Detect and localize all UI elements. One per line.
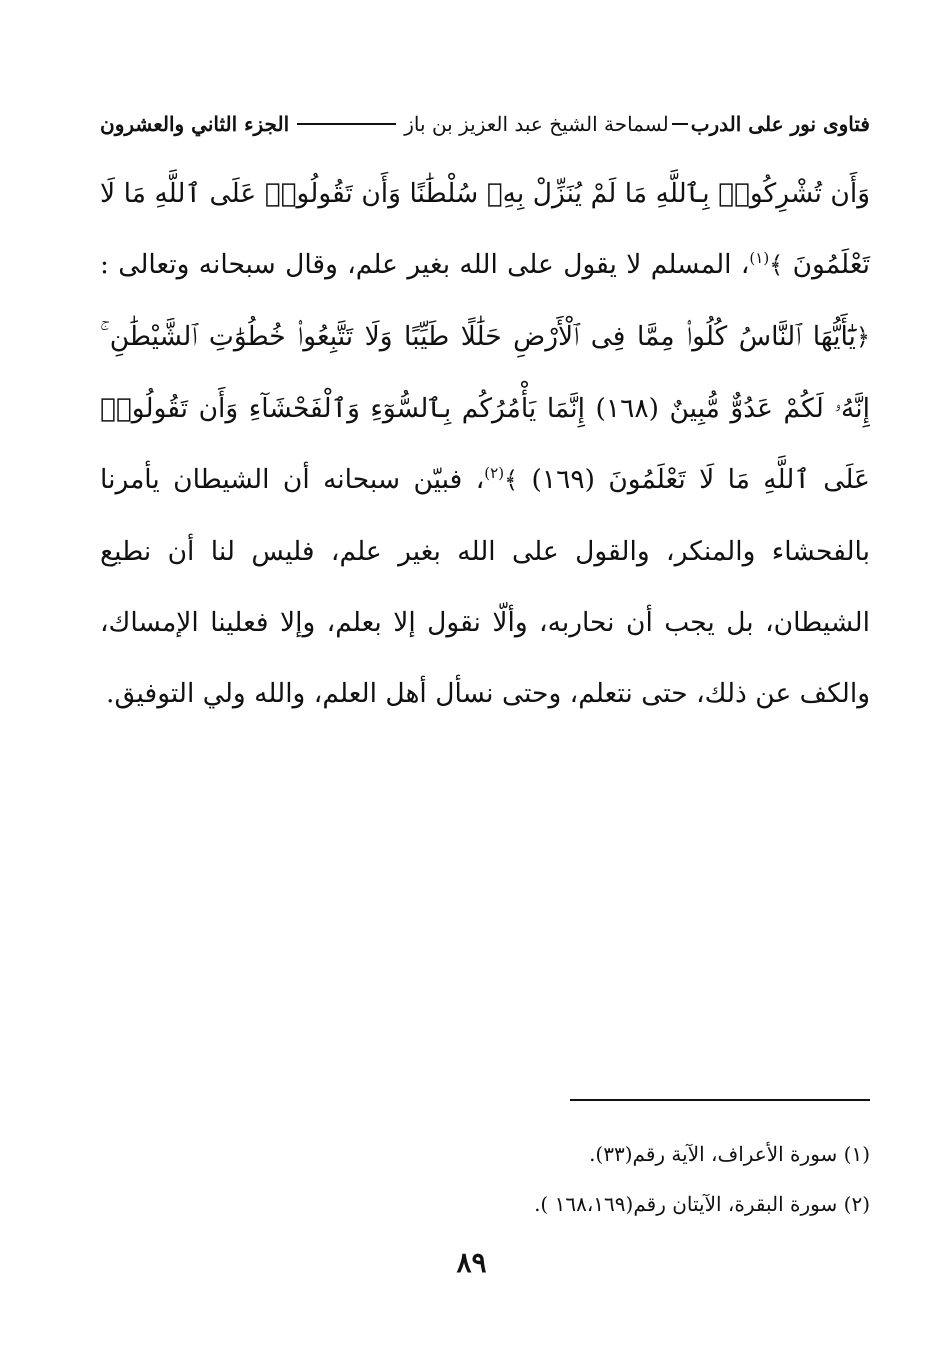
body-text-1: ، المسلم لا يقول على الله بغير علم، وقال سبحانه وتعالى : bbox=[100, 249, 750, 280]
page-number: ٨٩ bbox=[456, 1246, 487, 1279]
author-name: لسماحة الشيخ عبد العزيز بن باز bbox=[404, 112, 669, 136]
ayah-number-168: (١٦٨) bbox=[595, 393, 659, 424]
quran-verse-1: وَأَن تُشْرِكُوا۟ بِٱللَّهِ مَا لَمْ يُنَزِّلْ بِهِۦ سُلْطَٰنًا وَأَن تَقُولُوا۟ عَلَى ٱللَّهِ مَا لَا تَعْلَمُونَ bbox=[100, 178, 870, 280]
quran-verse-3: إِنَّمَا يَأْمُرُكُم بِٱلسُّوٓءِ وَٱلْفَحْشَآءِ وَأَن تَقُولُوا۟ عَلَى ٱللَّهِ مَا لَا تَعْلَمُونَ bbox=[100, 393, 870, 495]
footnote-1: (١) سورة الأعراف، الآية رقم(٣٣). bbox=[589, 1142, 870, 1166]
ornament-close-bracket-2: ﴾ bbox=[504, 466, 519, 494]
book-title: فتاوى نور على الدرب bbox=[690, 112, 870, 136]
volume-label: الجزء الثاني والعشرون bbox=[100, 112, 290, 136]
header-dash bbox=[672, 123, 688, 125]
ornament-close-bracket: ﴾ bbox=[769, 251, 784, 279]
main-text bbox=[100, 158, 870, 729]
ayah-number-169: (١٦٩) bbox=[531, 464, 595, 495]
footnotes bbox=[400, 1134, 870, 1234]
footnote-ref-2: (٢) bbox=[484, 464, 505, 483]
header-rule bbox=[297, 123, 396, 125]
footnote-ref-1: (١) bbox=[749, 249, 770, 268]
running-header bbox=[100, 108, 870, 140]
body-paragraph bbox=[100, 158, 870, 729]
ornament-open-bracket: ﴿ bbox=[855, 323, 870, 351]
body-text-2: ، فبيّن سبحانه أن الشيطان يأمرنا بالفحشاء والمنكر، والقول على الله بغير علم، فليس لنا أن نطيع الشيطان، بل يجب أن نحاربه، وألّا نقول إلا بعلم، وإلا فعلينا الإمساك، والكف عن ذلك، حتى نتعلم، وحتى نسأل أهل العلم، والله ولي التوفيق. bbox=[100, 464, 870, 709]
quran-verse-2: يَٰٓأَيُّهَا ٱلنَّاسُ كُلُوا۟ مِمَّا فِى ٱلْأَرْضِ حَلَٰلًا طَيِّبًا وَلَا تَتَّبِعُوا۟ خُطُوَٰتِ ٱلشَّيْطَٰنِ ۚ إِنَّهُۥ لَكُمْ عَدُوٌّ مُّبِينٌ bbox=[100, 321, 870, 424]
footnote-separator bbox=[570, 1099, 870, 1101]
footnote-2: (٢) سورة البقرة، الآيتان رقم(١٦٨،١٦٩ ). bbox=[534, 1192, 870, 1216]
